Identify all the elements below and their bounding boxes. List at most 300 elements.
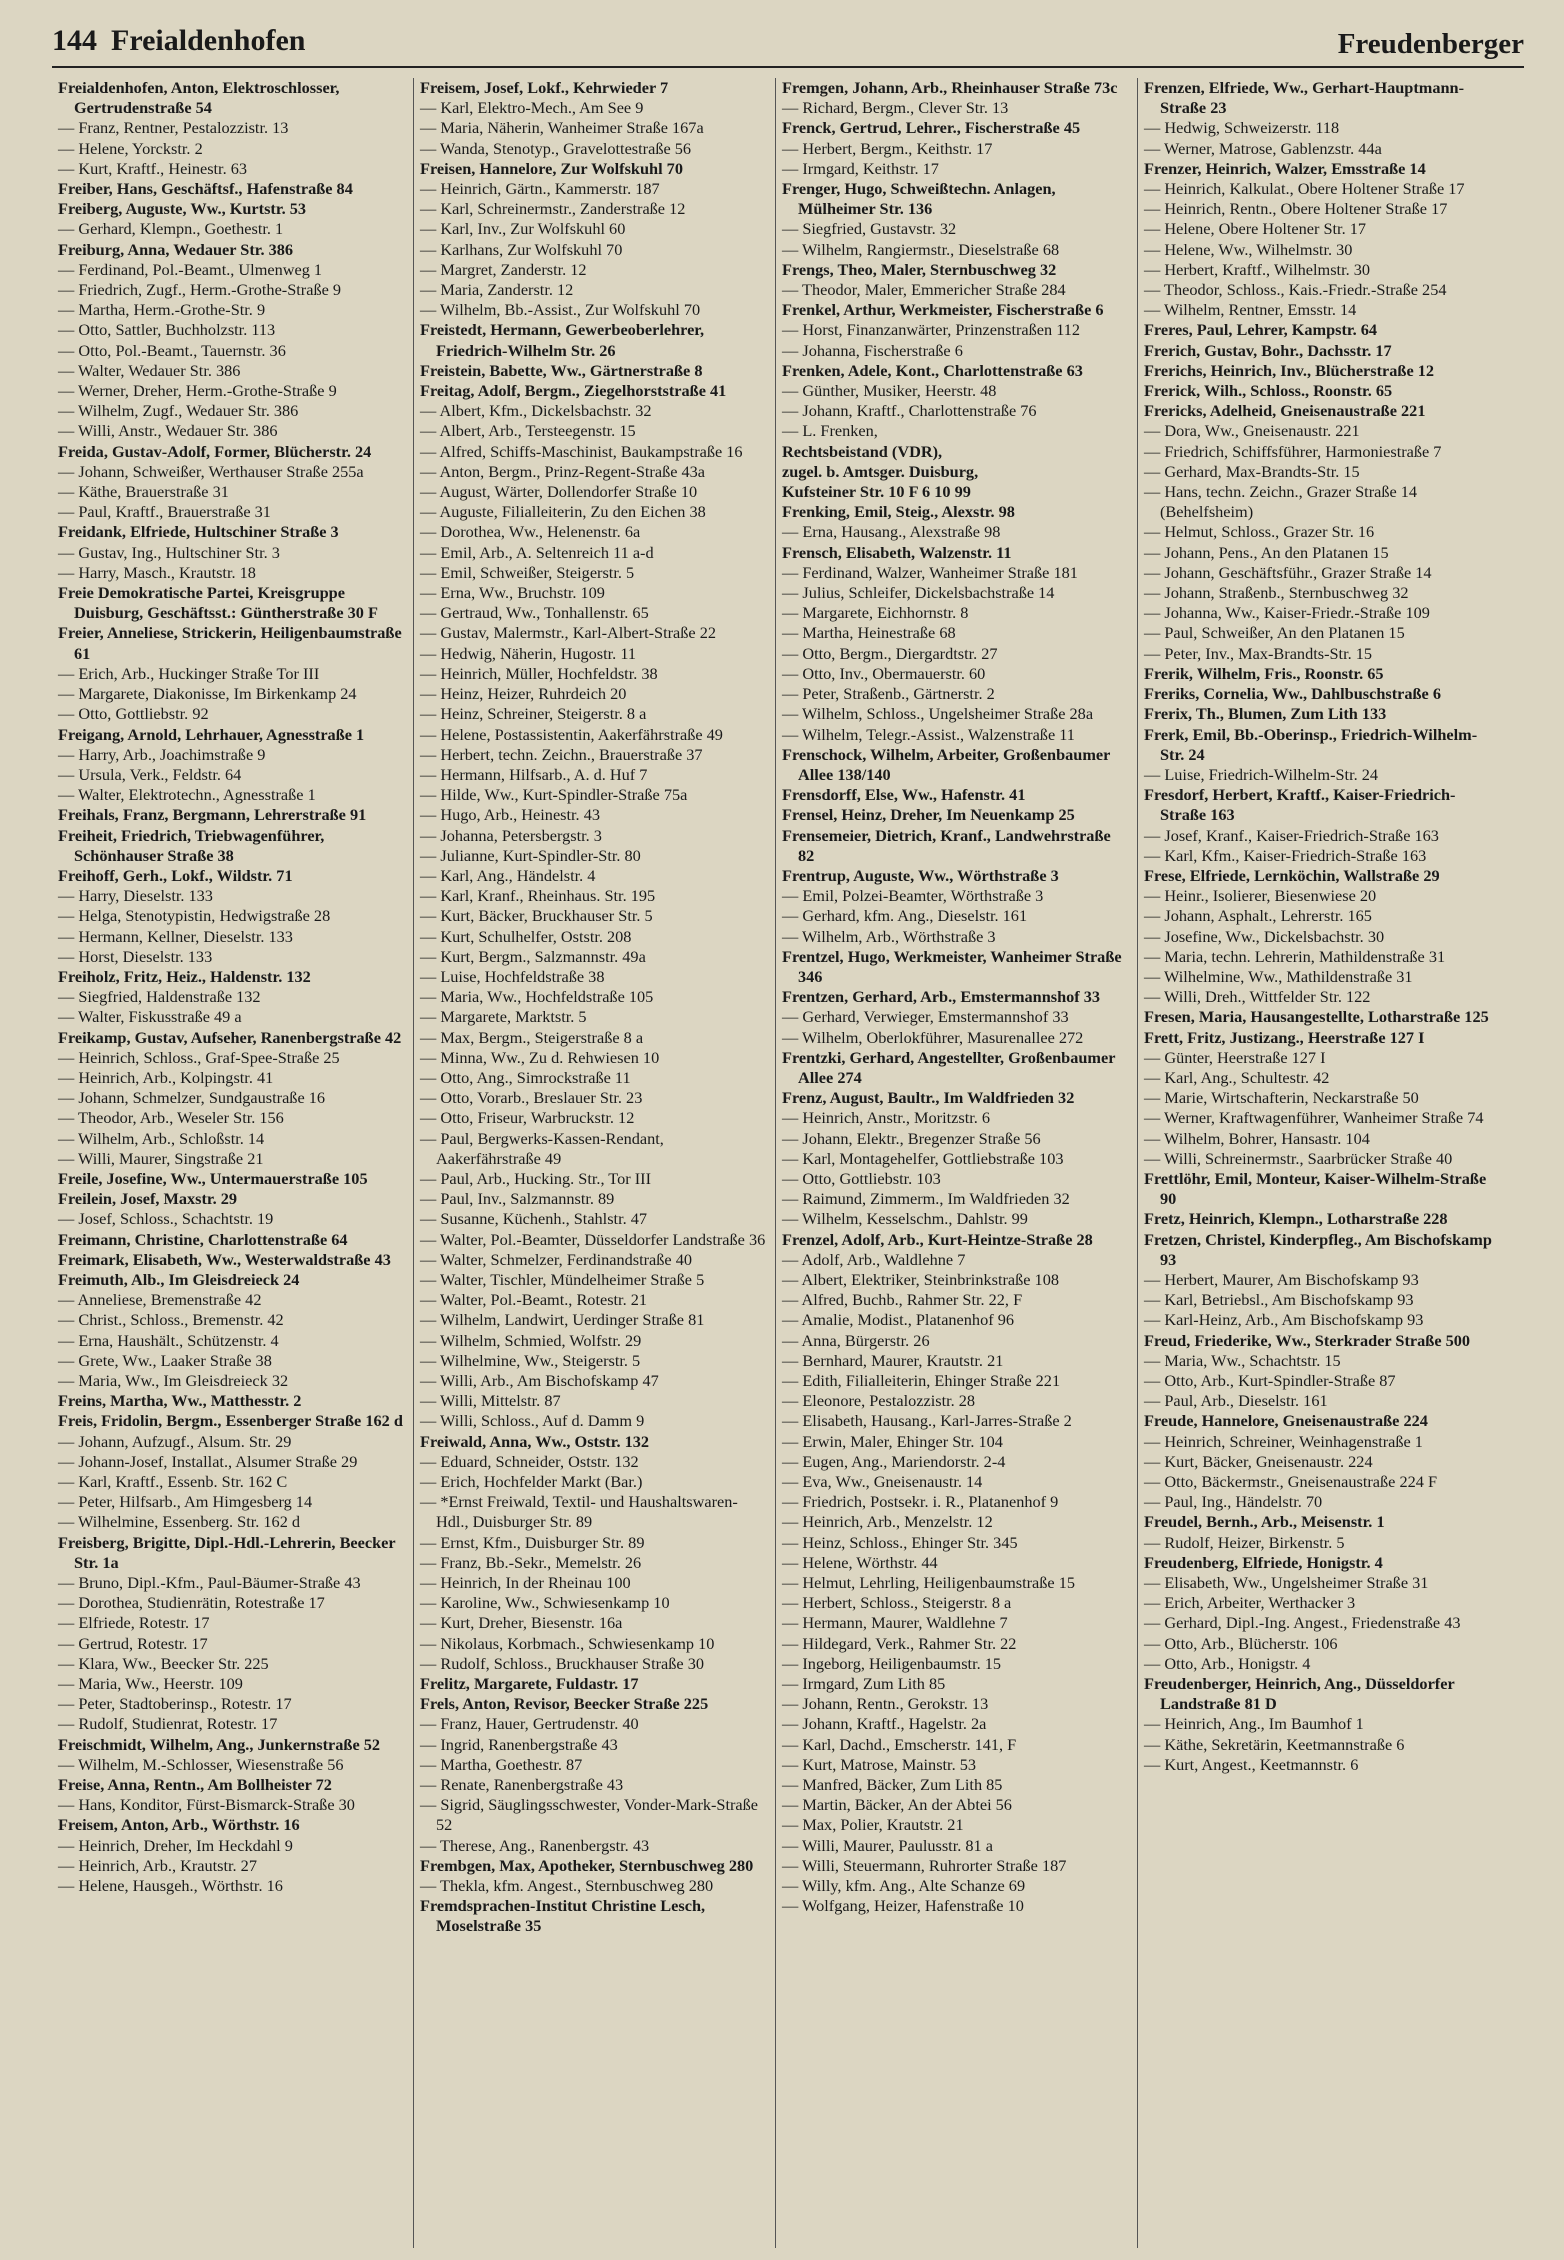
header-left — [52, 24, 305, 58]
directory-entry: Freihoff, Gerh., Lokf., Wildstr. 71 — [58, 865, 293, 885]
directory-entry: — Johann, Schmelzer, Sundgaustraße 16 — [58, 1088, 326, 1108]
directory-entry: — *Ernst Freiwald, Textil- und Haushaltswaren-Hdl., Duisburger Str. 89 — [420, 1492, 738, 1532]
directory-entry: Freitag, Adolf, Bergm., Ziegelhorststraße 41 — [420, 381, 727, 401]
directory-entry: — Otto, Arb., Kurt-Spindler-Straße 87 — [1144, 1371, 1396, 1390]
directory-entry: — Johann, Kraftf., Hagelstr. 2a — [782, 1714, 987, 1734]
directory-entry: — Eleonore, Pestalozzistr. 28 — [782, 1391, 976, 1411]
directory-entry: Frentrup, Auguste, Ww., Wörthstraße 3 — [782, 865, 1059, 885]
directory-entry: — Eugen, Ang., Mariendorstr. 2-4 — [782, 1451, 1006, 1471]
directory-entry: — Elisabeth, Ww., Ungelsheimer Straße 31 — [1144, 1573, 1429, 1593]
directory-entry: Freier, Anneliese, Strickerin, Heiligenbaumstraße 61 — [58, 623, 402, 663]
directory-entry: — Otto, Vorarb., Breslauer Str. 23 — [420, 1088, 643, 1108]
directory-entry: — Wilhelm, Rentner, Emsstr. 14 — [1144, 300, 1357, 320]
column-3 — [776, 78, 1138, 2248]
directory-entry: Frericks, Adelheid, Gneisenaustraße 221 — [1144, 401, 1426, 421]
directory-entry: — Johann, Geschäftsführ., Grazer Straße 14 — [1144, 562, 1432, 582]
directory-entry: — Manfred, Bäcker, Zum Lith 85 — [782, 1775, 1003, 1795]
directory-entry: — Anna, Bürgerstr. 26 — [782, 1330, 930, 1350]
directory-entry: — Karoline, Ww., Schwiesenkamp 10 — [420, 1593, 670, 1613]
directory-entry: — Ingrid, Ranenbergstraße 43 — [420, 1734, 618, 1754]
directory-entry: — Friedrich, Postsekr. i. R., Platanenhof 9 — [782, 1492, 1059, 1512]
directory-entry: Freisberg, Brigitte, Dipl.-Hdl.-Lehrerin, Beecker Str. 1a — [58, 1532, 396, 1572]
directory-entry: — Irmgard, Zum Lith 85 — [782, 1674, 946, 1694]
directory-entry: — Otto, Gottliebstr. 92 — [58, 704, 209, 724]
directory-entry: — Gerhard, Verwieger, Emstermannshof 33 — [782, 1007, 1069, 1027]
directory-entry: — Helene, Yorckstr. 2 — [58, 138, 203, 158]
directory-entry: Frenzer, Heinrich, Walzer, Emsstraße 14 — [1144, 158, 1426, 178]
directory-entry: Frerick, Wilh., Schloss., Roonstr. 65 — [1144, 381, 1393, 401]
directory-entry: — August, Wärter, Dollendorfer Straße 10 — [420, 482, 698, 502]
directory-entry: — Willi, Maurer, Singstraße 21 — [58, 1148, 264, 1168]
directory-entry: Frembgen, Max, Apotheker, Sternbuschweg 280 — [420, 1855, 754, 1875]
directory-entry: — Franz, Hauer, Gertrudenstr. 40 — [420, 1714, 639, 1734]
directory-entry: — Rudolf, Schloss., Bruckhauser Straße 30 — [420, 1653, 704, 1673]
directory-entry: — Helene, Postassistentin, Aakerfährstraße 49 — [420, 724, 723, 744]
directory-entry: Freiheit, Friedrich, Triebwagenführer, Schönhauser Straße 38 — [58, 825, 325, 865]
directory-entry: — Ursula, Verk., Feldstr. 64 — [58, 764, 242, 784]
directory-entry: — Johann, Schweißer, Werthauser Straße 255a — [58, 461, 364, 481]
directory-entry: — Karl, Kfm., Kaiser-Friedrich-Straße 163 — [1144, 845, 1427, 865]
directory-entry: — Ernst, Kfm., Duisburger Str. 89 — [420, 1532, 645, 1552]
directory-entry: — Karl, Schreinermstr., Zanderstraße 12 — [420, 199, 686, 219]
directory-entry: — Peter, Straßenb., Gärtnerstr. 2 — [782, 684, 995, 704]
directory-entry: — Renate, Ranenbergstraße 43 — [420, 1775, 624, 1795]
directory-entry: — Peter, Inv., Max-Brandts-Str. 15 — [1144, 643, 1373, 663]
directory-entry: Frerix, Th., Blumen, Zum Lith 133 — [1144, 704, 1387, 724]
directory-entry: — Elfriede, Rotestr. 17 — [58, 1613, 210, 1633]
directory-entry: — Harry, Masch., Krautstr. 18 — [58, 562, 256, 582]
directory-entry: — Heinrich, Gärtn., Kammerstr. 187 — [420, 179, 660, 199]
directory-entry: — Maria, techn. Lehrerin, Mathildenstraße 31 — [1144, 946, 1446, 966]
directory-entry: — Siegfried, Haldenstraße 132 — [58, 987, 261, 1007]
directory-entry: Freise, Anna, Rentn., Am Bollheister 72 — [58, 1775, 332, 1795]
directory-entry: — Ferdinand, Pol.-Beamt., Ulmenweg 1 — [58, 259, 323, 279]
directory-entry: — Gertrud, Rotestr. 17 — [58, 1633, 208, 1653]
directory-entry: — Kurt, Bäcker, Bruckhauser Str. 5 — [420, 906, 653, 926]
directory-entry: — Alfred, Buchb., Rahmer Str. 22, F — [782, 1290, 1023, 1310]
directory-entry: — Kurt, Bergm., Salzmannstr. 49a — [420, 946, 646, 966]
directory-entry: — Johann, Aufzugf., Alsum. Str. 29 — [58, 1431, 292, 1451]
directory-entry: Freistedt, Hermann, Gewerbeoberlehrer, Friedrich-Wilhelm Str. 26 — [420, 320, 705, 360]
directory-entry: — Kurt, Schulhelfer, Oststr. 208 — [420, 926, 632, 946]
directory-entry: — Erna, Ww., Bruchstr. 109 — [420, 583, 605, 603]
directory-entry: — Helene, Ww., Wilhelmstr. 30 — [1144, 239, 1353, 259]
directory-entry: — Gerhard, Dipl.-Ing. Angest., Friedenstraße 43 — [1144, 1613, 1461, 1633]
directory-entry: — Walter, Pol.-Beamt., Rotestr. 21 — [420, 1290, 648, 1310]
directory-entry: — Wilhelmine, Essenberg. Str. 162 d — [58, 1512, 301, 1532]
directory-entry: — Josef, Schloss., Schachtstr. 19 — [58, 1209, 274, 1229]
directory-entry: Frensch, Elisabeth, Walzenstr. 11 — [782, 542, 1012, 562]
directory-entry: — Johanna, Fischerstraße 6 — [782, 340, 963, 360]
directory-entry: — Wilhelm, Oberlokführer, Masurenallee 272 — [782, 1027, 1084, 1047]
directory-entry: — Heinr., Isolierer, Biesenwiese 20 — [1144, 886, 1377, 906]
directory-entry: — Maria, Ww., Im Gleisdreieck 32 — [58, 1371, 289, 1390]
directory-entry: — Adolf, Arb., Waldlehne 7 — [782, 1249, 966, 1269]
directory-entry: — Gustav, Ing., Hultschiner Str. 3 — [58, 542, 280, 562]
directory-entry: — Herbert, Schloss., Steigerstr. 8 a — [782, 1593, 1012, 1613]
directory-entry: Freikamp, Gustav, Aufseher, Ranenbergstraße 42 — [58, 1027, 402, 1047]
directory-entry: Freins, Martha, Ww., Matthesstr. 2 — [58, 1391, 302, 1411]
directory-entry: Freihals, Franz, Bergmann, Lehrerstraße 91 — [58, 805, 367, 825]
directory-entry: — Peter, Hilfsarb., Am Himgesberg 14 — [58, 1492, 313, 1512]
directory-entry: — Margarete, Marktstr. 5 — [420, 1007, 587, 1027]
directory-entry: — Heinrich, Arb., Kolpingstr. 41 — [58, 1067, 274, 1087]
directory-entry: — L. Frenken, — [782, 421, 878, 441]
directory-entry: — Peter, Stadtoberinsp., Rotestr. 17 — [58, 1694, 292, 1714]
directory-entry: Frett, Fritz, Justizang., Heerstraße 127 I — [1144, 1027, 1425, 1047]
directory-entry: Fresdorf, Herbert, Kraftf., Kaiser-Friedrich-Straße 163 — [1144, 785, 1456, 825]
directory-entry: Freisem, Josef, Lokf., Kehrwieder 7 — [420, 78, 669, 97]
directory-entry: — Heinrich, Rentn., Obere Holtener Straße 17 — [1144, 199, 1448, 219]
directory-entry: — Thekla, kfm. Angest., Sternbuschweg 280 — [420, 1876, 714, 1896]
directory-entry: — Walter, Schmelzer, Ferdinandstraße 40 — [420, 1249, 692, 1269]
directory-entry: Fremdsprachen-Institut Christine Lesch, Moselstraße 35 — [420, 1896, 706, 1936]
directory-entry: Kufsteiner Str. 10 F 6 10 99 — [782, 482, 971, 502]
directory-entry: — Rudolf, Studienrat, Rotestr. 17 — [58, 1714, 278, 1734]
directory-entry: — Heinrich, Müller, Hochfeldstr. 38 — [420, 663, 658, 683]
directory-entry: — Margarete, Diakonisse, Im Birkenkamp 24 — [58, 684, 357, 704]
directory-entry: Frettlöhr, Emil, Monteur, Kaiser-Wilhelm-Straße 90 — [1144, 1168, 1487, 1209]
directory-entry: Frensdorff, Else, Ww., Hafenstr. 41 — [782, 785, 1026, 805]
directory-entry: — Johann, Kraftf., Charlottenstraße 76 — [782, 401, 1037, 421]
directory-entry: — Wilhelm, Schloss., Ungelsheimer Straße 28a — [782, 704, 1094, 724]
directory-entry: Frels, Anton, Revisor, Beecker Straße 225 — [420, 1694, 709, 1714]
directory-entry: — Maria, Ww., Heerstr. 109 — [58, 1674, 243, 1694]
directory-entry: — Paul, Schweißer, An den Platanen 15 — [1144, 623, 1405, 643]
directory-entry: — Paul, Bergwerks-Kassen-Rendant, Aakerfährstraße 49 — [420, 1128, 664, 1168]
directory-entry: Freisen, Hannelore, Zur Wolfskuhl 70 — [420, 158, 683, 178]
directory-entry: Frerichs, Heinrich, Inv., Blücherstraße 12 — [1144, 360, 1435, 380]
directory-entry: Freudel, Bernh., Arb., Meisenstr. 1 — [1144, 1512, 1385, 1532]
directory-entry: — Willi, Arb., Am Bischofskamp 47 — [420, 1371, 659, 1390]
directory-entry: — Walter, Elektrotechn., Agnesstraße 1 — [58, 785, 316, 805]
directory-entry: — Werner, Kraftwagenführer, Wanheimer Straße 74 — [1144, 1108, 1484, 1128]
directory-entry: — Maria, Näherin, Wanheimer Straße 167a — [420, 118, 704, 138]
directory-entry: — Luise, Hochfeldstraße 38 — [420, 966, 605, 986]
directory-entry: — Wilhelm, Telegr.-Assist., Walzenstraße 11 — [782, 724, 1075, 744]
directory-entry: — Albert, Elektriker, Steinbrinkstraße 108 — [782, 1269, 1059, 1289]
directory-entry: Freialdenhofen, Anton, Elektroschlosser, Gertrudenstraße 54 — [58, 78, 340, 118]
directory-entry: — Ingeborg, Heiligenbaumstr. 15 — [782, 1653, 1002, 1673]
directory-entry: — Luise, Friedrich-Wilhelm-Str. 24 — [1144, 764, 1379, 784]
directory-entry: — Wilhelm, Bb.-Assist., Zur Wolfskuhl 70 — [420, 300, 701, 320]
directory-entry: — Heinrich, Schloss., Graf-Spee-Straße 25 — [58, 1047, 340, 1067]
directory-entry: Frensel, Heinz, Dreher, Im Neuenkamp 25 — [782, 805, 1075, 825]
directory-entry: Frengs, Theo, Maler, Sternbuschweg 32 — [782, 259, 1057, 279]
directory-entry: — Helmut, Lehrling, Heiligenbaumstraße 15 — [782, 1573, 1075, 1593]
directory-entry: Frenck, Gertrud, Lehrer., Fischerstraße 45 — [782, 118, 1081, 138]
directory-entry: — Helene, Obere Holtener Str. 17 — [1144, 219, 1366, 239]
directory-entry: — Elisabeth, Hausang., Karl-Jarres-Straße 2 — [782, 1411, 1072, 1431]
directory-entry: — Willi, Steuermann, Ruhrorter Straße 187 — [782, 1855, 1067, 1875]
directory-entry: — Martin, Bäcker, An der Abtei 56 — [782, 1795, 1012, 1815]
directory-entry: — Sigrid, Säuglingsschwester, Vonder-Mark-Straße 52 — [420, 1795, 759, 1835]
directory-entry: Freudenberg, Elfriede, Honigstr. 4 — [1144, 1552, 1383, 1572]
directory-entry: Freistein, Babette, Ww., Gärtnerstraße 8 — [420, 360, 703, 380]
directory-entry: — Wanda, Stenotyp., Gravelottestraße 56 — [420, 138, 692, 158]
directory-entry: — Otto, Friseur, Warbruckstr. 12 — [420, 1108, 635, 1128]
directory-entry: — Heinrich, Ang., Im Baumhof 1 — [1144, 1714, 1364, 1734]
directory-entry: — Franz, Rentner, Pestalozzistr. 13 — [58, 118, 289, 138]
directory-entry: — Wolfgang, Heizer, Hafenstraße 10 — [782, 1896, 1024, 1916]
directory-entry: — Hermann, Hilfsarb., A. d. Huf 7 — [420, 764, 648, 784]
directory-entry: — Wilhelm, Schmied, Wolfstr. 29 — [420, 1330, 642, 1350]
directory-entry: — Paul, Ing., Händelstr. 70 — [1144, 1492, 1323, 1512]
directory-entry: Freidank, Elfriede, Hultschiner Straße 3 — [58, 522, 339, 542]
directory-entry: — Otto, Bergm., Diergardtstr. 27 — [782, 643, 998, 663]
directory-entry: — Wilhelm, Kesselschm., Dahlstr. 99 — [782, 1209, 1028, 1229]
directory-entry: — Theodor, Schloss., Kais.-Friedr.-Straße 254 — [1144, 280, 1447, 300]
directory-entry: — Wilhelm, Bohrer, Hansastr. 104 — [1144, 1128, 1370, 1148]
directory-entry: — Susanne, Küchenh., Stahlstr. 47 — [420, 1209, 648, 1229]
directory-entry: Rechtsbeistand (VDR), — [782, 441, 943, 461]
directory-entry: — Günter, Heerstraße 127 I — [1144, 1047, 1326, 1067]
directory-entry: — Karl, Kraftf., Essenb. Str. 162 C — [58, 1472, 288, 1492]
directory-entry: — Helga, Stenotypistin, Hedwigstraße 28 — [58, 906, 331, 926]
directory-entry: Frenking, Emil, Steig., Alexstr. 98 — [782, 502, 1015, 522]
directory-entry: — Richard, Bergm., Clever Str. 13 — [782, 98, 1009, 118]
directory-entry: — Walter, Pol.-Beamter, Düsseldorfer Landstraße 36 — [420, 1229, 766, 1249]
directory-entry: — Horst, Finanzanwärter, Prinzenstraßen 112 — [782, 320, 1081, 340]
left-running-title: Freialdenhofen — [111, 24, 306, 57]
directory-entry: — Albert, Kfm., Dickelsbachstr. 32 — [420, 401, 652, 421]
directory-entry: — Paul, Inv., Salzmannstr. 89 — [420, 1189, 615, 1209]
directory-entry: — Marie, Wirtschafterin, Neckarstraße 50 — [1144, 1088, 1419, 1108]
directory-entry: — Maria, Zanderstr. 12 — [420, 280, 574, 300]
directory-entry: — Anton, Bergm., Prinz-Regent-Straße 43a — [420, 461, 706, 481]
directory-entry: — Josef, Kranf., Kaiser-Friedrich-Straße 163 — [1144, 825, 1439, 845]
page-number: 144 — [52, 24, 97, 57]
directory-entry: — Klara, Ww., Beecker Str. 225 — [58, 1653, 269, 1673]
directory-entry: — Maria, Ww., Hochfeldstraße 105 — [420, 987, 654, 1007]
directory-entry: Frenzen, Elfriede, Ww., Gerhart-Hauptmann-Straße 23 — [1144, 78, 1465, 118]
directory-entry: — Therese, Ang., Ranenbergstr. 43 — [420, 1835, 650, 1855]
directory-entry: — Hilde, Ww., Kurt-Spindler-Straße 75a — [420, 785, 688, 805]
column-2 — [414, 78, 776, 2248]
directory-entry: — Herbert, Bergm., Keithstr. 17 — [782, 138, 993, 158]
directory-entry: — Hedwig, Schweizerstr. 118 — [1144, 118, 1340, 138]
directory-entry: Fretzen, Christel, Kinderpfleg., Am Bischofskamp 93 — [1144, 1229, 1492, 1269]
directory-entry: — Dorothea, Ww., Helenenstr. 6a — [420, 522, 641, 542]
page-header — [52, 22, 1524, 68]
directory-entry: Freisem, Anton, Arb., Wörthstr. 16 — [58, 1815, 300, 1835]
directory-entry: — Eva, Ww., Gneisenaustr. 14 — [782, 1472, 983, 1492]
directory-entry: Frelitz, Margarete, Fuldastr. 17 — [420, 1674, 639, 1694]
directory-entry: — Wilhelm, Zugf., Wedauer Str. 386 — [58, 401, 299, 421]
directory-entry: — Wilhelm, Arb., Wörthstraße 3 — [782, 926, 996, 946]
directory-entry: — Johann-Josef, Installat., Alsumer Straße 29 — [58, 1451, 358, 1471]
directory-entry: Freiholz, Fritz, Heiz., Haldenstr. 132 — [58, 966, 311, 986]
directory-entry: — Harry, Dieselstr. 133 — [58, 886, 213, 906]
directory-entry: — Günther, Musiker, Heerstr. 48 — [782, 381, 997, 401]
directory-entry: — Walter, Fiskusstraße 49 a — [58, 1007, 242, 1027]
directory-entry: — Johann, Asphalt., Lehrerstr. 165 — [1144, 906, 1372, 926]
directory-entry: — Johann, Rentn., Gerokstr. 13 — [782, 1694, 989, 1714]
directory-entry: — Wilhelmine, Ww., Mathildenstraße 31 — [1144, 966, 1413, 986]
directory-entry: — Otto, Gottliebstr. 103 — [782, 1168, 941, 1188]
directory-entry: — Erna, Hausang., Alexstraße 98 — [782, 522, 1001, 542]
directory-entry: — Johann, Straßenb., Sternbuschweg 32 — [1144, 583, 1409, 603]
directory-entry: — Otto, Arb., Blücherstr. 106 — [1144, 1633, 1338, 1653]
directory-entry: Freiwald, Anna, Ww., Oststr. 132 — [420, 1431, 650, 1451]
directory-entry: — Dorothea, Studienrätin, Rotestraße 17 — [58, 1593, 325, 1613]
directory-entry: — Amalie, Modist., Platanenhof 96 — [782, 1310, 1014, 1330]
directory-entry: — Gertraud, Ww., Tonhallenstr. 65 — [420, 603, 649, 623]
directory-entry: — Gerhard, kfm. Ang., Dieselstr. 161 — [782, 906, 1028, 926]
directory-entry: — Max, Polier, Krautstr. 21 — [782, 1815, 964, 1835]
directory-entry: — Heinrich, Dreher, Im Heckdahl 9 — [58, 1835, 293, 1855]
directory-entry: — Emil, Arb., A. Seltenreich 11 a-d — [420, 542, 654, 562]
directory-entry: — Irmgard, Keithstr. 17 — [782, 158, 939, 178]
directory-entry: Frentzen, Gerhard, Arb., Emstermannshof 33 — [782, 987, 1101, 1007]
right-running-title: Freudenberger — [1337, 28, 1524, 60]
directory-entry: — Heinrich, Arb., Krautstr. 27 — [58, 1855, 257, 1875]
directory-entry: — Margarete, Eichhornstr. 8 — [782, 603, 969, 623]
directory-entry: Frentzel, Hugo, Werkmeister, Wanheimer Straße 346 — [782, 946, 1122, 986]
directory-entry: — Ferdinand, Walzer, Wanheimer Straße 181 — [782, 562, 1078, 582]
directory-entry: — Alfred, Schiffs-Maschinist, Baukampstraße 16 — [420, 441, 743, 461]
directory-entry: — Heinrich, Schreiner, Weinhagenstraße 1 — [1144, 1431, 1423, 1451]
directory-entry: — Wilhelm, M.-Schlosser, Wiesenstraße 56 — [58, 1754, 344, 1774]
directory-entry: — Helene, Hausgeh., Wörthstr. 16 — [58, 1876, 283, 1896]
directory-entry: — Willi, Schloss., Auf d. Damm 9 — [420, 1411, 645, 1431]
directory-entry: — Otto, Pol.-Beamt., Tauernstr. 36 — [58, 340, 286, 360]
directory-entry: — Erich, Hochfelder Markt (Bar.) — [420, 1472, 643, 1492]
directory-entry: — Herbert, Kraftf., Wilhelmstr. 30 — [1144, 259, 1371, 279]
directory-entry: — Auguste, Filialleiterin, Zu den Eichen 38 — [420, 502, 706, 522]
directory-entry: — Wilhelm, Arb., Schloßstr. 14 — [58, 1128, 265, 1148]
column-4 — [1138, 78, 1500, 2248]
directory-entry: — Julianne, Kurt-Spindler-Str. 80 — [420, 845, 641, 865]
directory-entry: Frenz, August, Baultr., Im Waldfrieden 32 — [782, 1088, 1075, 1108]
directory-entry: — Theodor, Maler, Emmericher Straße 284 — [782, 280, 1066, 300]
directory-entry: — Dora, Ww., Gneisenaustr. 221 — [1144, 421, 1360, 441]
directory-entry: — Otto, Ang., Simrockstraße 11 — [420, 1067, 631, 1087]
directory-entry: — Siegfried, Gustavstr. 32 — [782, 219, 957, 239]
directory-entry: — Kurt, Dreher, Biesenstr. 16a — [420, 1613, 623, 1633]
directory-entry: — Karl, Betriebsl., Am Bischofskamp 93 — [1144, 1290, 1414, 1310]
directory-entry: — Maria, Ww., Schachtstr. 15 — [1144, 1350, 1341, 1370]
directory-entry: — Hugo, Arb., Heinestr. 43 — [420, 805, 600, 825]
directory-entry: — Otto, Sattler, Buchholzstr. 113 — [58, 320, 276, 340]
directory-entry: Frerk, Emil, Bb.-Oberinsp., Friedrich-Wilhelm-Str. 24 — [1144, 724, 1478, 764]
directory-entry: — Karl, Ang., Schultestr. 42 — [1144, 1067, 1330, 1087]
directory-entry: — Josefine, Ww., Dickelsbachstr. 30 — [1144, 926, 1385, 946]
directory-entry: zugel. b. Amtsger. Duisburg, — [782, 461, 979, 481]
directory-entry: — Erich, Arbeiter, Werthacker 3 — [1144, 1593, 1356, 1613]
directory-entry: — Karl-Heinz, Arb., Am Bischofskamp 93 — [1144, 1310, 1424, 1330]
directory-entry: Frese, Elfriede, Lernköchin, Wallstraße 29 — [1144, 865, 1440, 885]
directory-entry: — Johanna, Ww., Kaiser-Friedr.-Straße 109 — [1144, 603, 1430, 623]
directory-entry: — Harry, Arb., Joachimstraße 9 — [58, 744, 266, 764]
directory-entry: Freudenberger, Heinrich, Ang., Düsseldorfer Landstraße 81 D — [1144, 1674, 1455, 1714]
directory-entry: — Heinrich, Arb., Menzelstr. 12 — [782, 1512, 993, 1532]
directory-entry: Freida, Gustav-Adolf, Former, Blücherstr. 24 — [58, 441, 372, 461]
directory-entry: — Käthe, Brauerstraße 31 — [58, 482, 229, 502]
directory-entry: — Emil, Polzei-Beamter, Wörthstraße 3 — [782, 886, 1044, 906]
directory-entry: Frerik, Wilhelm, Fris., Roonstr. 65 — [1144, 663, 1384, 683]
directory-entry: — Grete, Ww., Laaker Straße 38 — [58, 1350, 272, 1370]
directory-entry: — Margret, Zanderstr. 12 — [420, 259, 587, 279]
directory-entry: — Hans, Konditor, Fürst-Bismarck-Straße 30 — [58, 1795, 355, 1815]
directory-entry: — Käthe, Sekretärin, Keetmannstraße 6 — [1144, 1734, 1405, 1754]
directory-columns — [52, 78, 1524, 2248]
directory-entry: Fremgen, Johann, Arb., Rheinhauser Straße 73c — [782, 78, 1118, 97]
directory-entry: — Gerhard, Klempn., Goethestr. 1 — [58, 219, 284, 239]
directory-entry: — Heinz, Schloss., Ehinger Str. 345 — [782, 1532, 1018, 1552]
directory-entry: — Paul, Arb., Dieselstr. 161 — [1144, 1391, 1328, 1411]
directory-entry: — Karl, Ang., Händelstr. 4 — [420, 865, 596, 885]
directory-entry: — Martha, Herm.-Grothe-Str. 9 — [58, 300, 266, 320]
directory-entry: — Kurt, Matrose, Mainstr. 53 — [782, 1754, 976, 1774]
directory-entry: Freriks, Cornelia, Ww., Dahlbuschstraße 6 — [1144, 684, 1441, 704]
directory-entry: — Rudolf, Heizer, Birkenstr. 5 — [1144, 1532, 1345, 1552]
directory-entry: Frensemeier, Dietrich, Kranf., Landwehrstraße 82 — [782, 825, 1111, 865]
directory-entry: Freimuth, Alb., Im Gleisdreieck 24 — [58, 1269, 300, 1289]
directory-entry: — Werner, Matrose, Gablenzstr. 44a — [1144, 138, 1382, 158]
directory-entry: — Hildegard, Verk., Rahmer Str. 22 — [782, 1633, 1017, 1653]
directory-entry: — Hedwig, Näherin, Hugostr. 11 — [420, 643, 636, 663]
directory-entry: Frerich, Gustav, Bohr., Dachsstr. 17 — [1144, 340, 1392, 360]
directory-entry: — Gustav, Malermstr., Karl-Albert-Straße 22 — [420, 623, 717, 643]
directory-entry: Freimann, Christine, Charlottenstraße 64 — [58, 1229, 348, 1249]
directory-entry: — Walter, Tischler, Mündelheimer Straße 5 — [420, 1269, 705, 1289]
directory-entry: — Karl, Elektro-Mech., Am See 9 — [420, 98, 644, 118]
directory-entry: — Heinrich, Kalkulat., Obere Holtener Straße 17 — [1144, 179, 1465, 199]
directory-entry: Freile, Josefine, Ww., Untermauerstraße 105 — [58, 1168, 368, 1188]
directory-entry: — Julius, Schleifer, Dickelsbachstraße 14 — [782, 583, 1055, 603]
directory-entry: — Willi, Maurer, Paulusstr. 81 a — [782, 1835, 993, 1855]
directory-entry: Freilein, Josef, Maxstr. 29 — [58, 1189, 238, 1209]
directory-entry: — Karl, Montagehelfer, Gottliebstraße 103 — [782, 1148, 1064, 1168]
directory-entry: — Bernhard, Maurer, Krautstr. 21 — [782, 1350, 1004, 1370]
directory-entry: — Nikolaus, Korbmach., Schwiesenkamp 10 — [420, 1633, 715, 1653]
directory-entry: — Hans, techn. Zeichn., Grazer Straße 14 (Behelfsheim) — [1144, 482, 1418, 522]
directory-entry: — Willi, Anstr., Wedauer Str. 386 — [58, 421, 278, 441]
directory-entry: — Helene, Wörthstr. 44 — [782, 1552, 938, 1572]
directory-entry: — Erich, Arb., Huckinger Straße Tor III — [58, 663, 320, 683]
directory-entry: — Kurt, Kraftf., Heinestr. 63 — [58, 158, 247, 178]
directory-entry: — Edith, Filialleiterin, Ehinger Straße 221 — [782, 1371, 1061, 1390]
directory-entry: Frenger, Hugo, Schweißtechn. Anlagen, Mülheimer Str. 136 — [782, 179, 1056, 219]
directory-entry: Freud, Friederike, Ww., Sterkrader Straße 500 — [1144, 1330, 1471, 1350]
directory-entry: — Herbert, techn. Zeichn., Brauerstraße 37 — [420, 744, 703, 764]
directory-entry: — Otto, Arb., Honigstr. 4 — [1144, 1653, 1311, 1673]
directory-entry: — Otto, Bäckermstr., Gneisenaustraße 224 F — [1144, 1472, 1438, 1492]
directory-entry: — Heinrich, Anstr., Moritzstr. 6 — [782, 1108, 991, 1128]
directory-entry: Freie Demokratische Partei, Kreisgruppe Duisburg, Geschäftsst.: Güntherstraße 30 F — [58, 583, 378, 623]
directory-entry: — Hermann, Maurer, Waldlehne 7 — [782, 1613, 1008, 1633]
directory-entry: Fresen, Maria, Hausangestellte, Lotharstraße 125 — [1144, 1007, 1489, 1027]
directory-entry: — Hermann, Kellner, Dieselstr. 133 — [58, 926, 293, 946]
directory-entry: — Max, Bergm., Steigerstraße 8 a — [420, 1027, 644, 1047]
directory-entry: — Gerhard, Max-Brandts-Str. 15 — [1144, 461, 1360, 481]
directory-entry: — Bruno, Dipl.-Kfm., Paul-Bäumer-Straße 43 — [58, 1573, 361, 1593]
directory-entry: — Johann, Pens., An den Platanen 15 — [1144, 542, 1389, 562]
directory-entry: Frenzel, Adolf, Arb., Kurt-Heintze-Straße 28 — [782, 1229, 1093, 1249]
directory-entry: — Raimund, Zimmerm., Im Waldfrieden 32 — [782, 1189, 1070, 1209]
directory-entry: Frentzki, Gerhard, Angestellter, Großenbaumer Allee 274 — [782, 1047, 1116, 1087]
directory-entry: — Kurt, Angest., Keetmannstr. 6 — [1144, 1754, 1359, 1774]
directory-entry: Freiber, Hans, Geschäftsf., Hafenstraße 84 — [58, 179, 353, 199]
directory-entry: — Johann, Elektr., Bregenzer Straße 56 — [782, 1128, 1041, 1148]
directory-entry: — Martha, Heinestraße 68 — [782, 623, 956, 643]
directory-entry: Freres, Paul, Lehrer, Kampstr. 64 — [1144, 320, 1378, 340]
directory-entry: — Franz, Bb.-Sekr., Memelstr. 26 — [420, 1552, 642, 1572]
directory-entry: — Willi, Mittelstr. 87 — [420, 1391, 561, 1411]
directory-entry: — Horst, Dieselstr. 133 — [58, 946, 213, 966]
directory-entry: — Willi, Schreinermstr., Saarbrücker Straße 40 — [1144, 1148, 1453, 1168]
